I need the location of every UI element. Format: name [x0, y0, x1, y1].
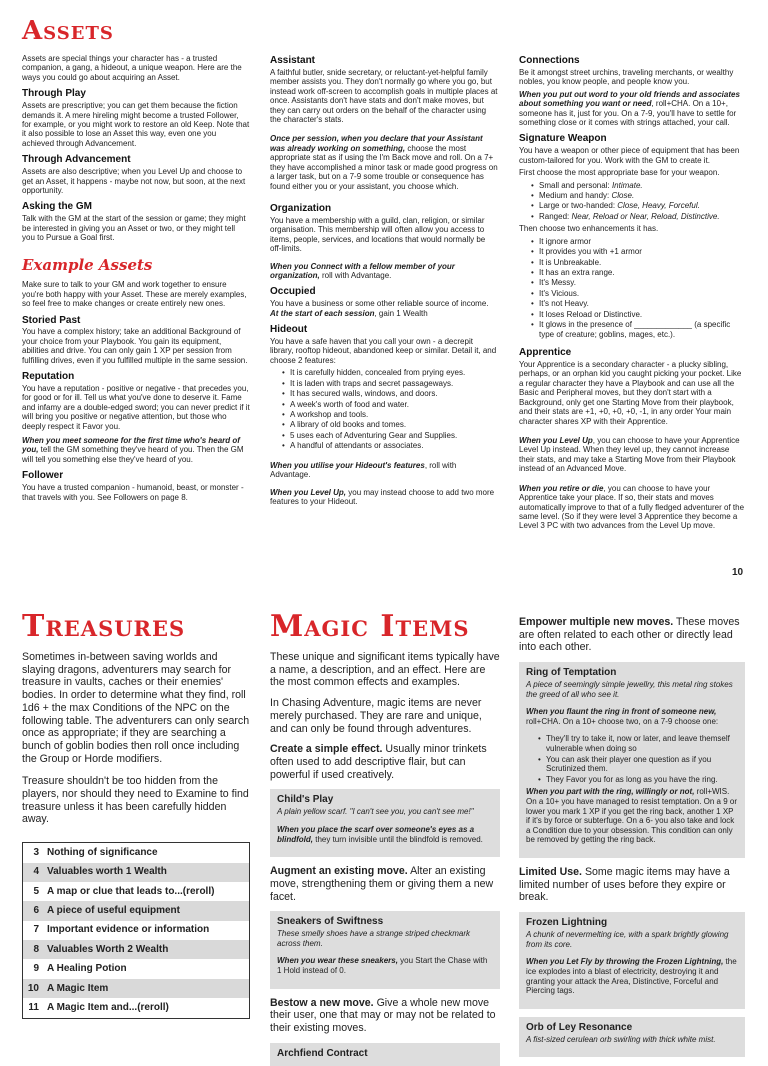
simple-effect: Create a simple effect. Usually minor trinkets often used to add descriptive flair, but can powerful if used creatively. — [270, 743, 487, 781]
treasure-table — [22, 842, 250, 1019]
frozen-lightning-box — [519, 912, 745, 1009]
enhancements-intro: Then choose two enhancements it has. — [519, 224, 659, 234]
assistant-move — [270, 134, 498, 191]
list-item: • A workshop and tools. — [282, 410, 498, 419]
magic-items-text-2: In Chasing Adventure, magic items are never merely purchased. They are rare and unique, and can only be found through adventures. — [270, 697, 482, 735]
sneakers-desc: These smelly shoes have a strange striped checkmark across them. — [277, 929, 470, 948]
hideout-move — [270, 461, 498, 480]
sneakers-box — [270, 911, 500, 988]
list-item: • It is laden with traps and secret passageways. — [282, 379, 498, 388]
storied-past-heading: Storied Past — [22, 314, 81, 326]
frozen-lightning-move: When you Let Fly by throwing the Frozen Lightning, the ice explodes into a blast of electricity, destroying it and granting your attack the Area, Distinctive, Forceful and Piercing tags. — [526, 957, 737, 996]
list-item: • Medium and handy: Close. — [531, 191, 745, 200]
hideout-levelup-effect: you may instead choose to add two more features to your Hideout. — [270, 487, 495, 507]
orb-title: Orb of Ley Resonance — [526, 1021, 633, 1033]
reputation-effect: tell the GM something they've heard of you. Then the GM will tell you something else they've heard of you. — [22, 445, 244, 464]
connections-effect: , roll+CHA. On a 10+, someone has it, just for you. On a 7-9, you'll have to settle for something close or it comes with strings attached, your call. — [519, 99, 737, 127]
hideout-trigger: When you utilise your Hideout's features — [270, 460, 425, 470]
hideout-text: You have a safe haven that you call your own - a decrepit library, rooftop hideout, abandoned keep or similar. Detail it, and choose 2 features: — [270, 336, 497, 365]
list-item: • It has an extra range. — [531, 268, 745, 277]
archfiend-title: Archfiend Contract — [277, 1047, 368, 1059]
treasures-title: Treasures — [22, 609, 186, 644]
childs-play-title: Child's Play — [277, 794, 334, 806]
occupied-effect: , gain 1 Wealth — [374, 308, 428, 318]
table-row: 3 Nothing of significance — [23, 843, 249, 862]
augment-move: Augment an existing move. Alter an existing move, strengthening them or giving them a new facet. — [270, 865, 494, 903]
list-item: • 5 uses each of Adventuring Gear and Supplies. — [282, 431, 498, 440]
orb-box — [519, 1017, 745, 1058]
list-item: • Large or two-handed: Close, Heavy, Forceful. — [531, 201, 745, 210]
bestow-move: Bestow a new move. Give a whole new move their user, one that may or may not be related to their existing moves. — [270, 996, 496, 1034]
limited-use: Limited Use. Some magic items may have a limited number of uses before they expire or break. — [519, 866, 730, 904]
hideout-levelup-trigger: When you Level Up, — [270, 487, 347, 497]
through-advancement-heading: Through Advancement — [22, 154, 131, 166]
list-item: • It is Unbreakable. — [531, 258, 745, 267]
through-advancement-text: Assets are also descriptive; when you Level Up and choose to get an Asset, it happens - maybe not now, but soon, at the next opportunity. — [22, 167, 246, 195]
reputation-heading: Reputation — [22, 371, 75, 383]
list-item: • A week's worth of food and water. — [282, 400, 498, 409]
list-item: • It is carefully hidden, concealed from prying eyes. — [282, 368, 498, 377]
assistant-heading: Assistant — [270, 55, 316, 66]
storied-past-text: You have a complex history; take an additional Background of your choice from your Playbook. You gain its equipment, abilities and drive. You can only gain 1 XP per session from fulfilling drives, even if you fulfilled multiple in the same session. — [22, 327, 248, 365]
table-row: 10 A Magic Item — [23, 979, 249, 998]
organization-text: You have a membership with a guild, clan, religion, or similar organisation. This membership will often allow you access to items, people, services, and locations that would normally be off-limits. — [270, 215, 486, 254]
enhancements-list — [531, 237, 745, 339]
assistant-trigger: Once per session, when you declare that your Assistant was already working on something, — [270, 134, 483, 153]
frozen-lightning-desc: A chunk of nevermelting ice, with a spark brightly glowing from its core. — [526, 930, 729, 949]
empower-move: Empower multiple new moves. These moves are often related to each other or directly lead into each other. — [519, 616, 740, 654]
list-item: • They'll try to take it, now or later, and leave themself vulnerable when doing so — [538, 734, 738, 753]
assistant-text: A faithful butler, snide secretary, or reluctant-yet-helpful family member assists you. They don't normally go where you go, but instead work off-screen to accomplish goals in multiple places at once. Assistants don't have stats and don't make moves, but they can carry out orders on the behalf of the character using the character's stats. — [270, 67, 498, 124]
asking-gm-heading: Asking the GM — [22, 201, 93, 213]
through-play-text: Assets are prescriptive; you can get them because the fiction demands it. A mere hireling might become a trusted Follower, for example, or you might work to restore an old Keep. Note that it also possible to lose an Asset this way, even one you achieved through Advancement. — [22, 101, 250, 148]
list-item: • A handful of attendants or associates. — [282, 441, 498, 450]
hideout-effect: , roll with Advantage. — [270, 460, 457, 480]
connections-text: Be it amongst street urchins, traveling merchants, or wealthy nobles, you know people, and people know you. — [519, 67, 734, 87]
list-item: • Ranged: Near, Reload or Near, Reload, Distinctive. — [531, 212, 745, 221]
example-assets-title: Example Assets — [22, 255, 153, 274]
childs-play-desc: A plain yellow scarf. "I can't see you, you can't see me!" — [277, 807, 474, 817]
signature-weapon-base-intro: First choose the most appropriate base for your weapon. — [519, 168, 720, 178]
reputation-trigger: When you meet someone for the first time who's heard of you, — [22, 436, 240, 455]
childs-play-box — [270, 789, 500, 857]
assets-title: Assets — [22, 16, 114, 46]
occupied-heading: Occupied — [270, 286, 316, 298]
assets-column-3 — [519, 55, 745, 580]
sneakers-title: Sneakers of Swiftness — [277, 916, 384, 928]
reputation-move — [22, 436, 250, 464]
signature-weapon-text: You have a weapon or other piece of equipment that has been custom-tailored for you. Work with the GM to create it. — [519, 146, 740, 165]
table-row: 11 A Magic Item and...(reroll) — [23, 998, 249, 1017]
list-item: • You can ask their player one question as if you Scrutinized them. — [538, 755, 738, 774]
ring-move: When you flaunt the ring in front of someone new, roll+CHA. On a 10+ choose two, on a 7-9 choose one: — [526, 707, 719, 726]
reputation-text: You have a reputation - positive or negative - that precedes you, for good or for ill. Tell us what you've done to deserve it. Fame and infamy are a double-edged sword; you can never predict if it will bring you positive or negative attention, but those who deeply respect it Favor you. — [22, 383, 250, 431]
occupied-trigger: At the start of each session — [270, 308, 375, 318]
list-item: • Small and personal: Intimate. — [531, 181, 745, 190]
weapon-bases-list — [531, 181, 745, 222]
through-play-heading: Through Play — [22, 88, 86, 100]
occupied-text — [270, 299, 498, 318]
example-assets-intro: Make sure to talk to your GM and work together to ensure you're both happy with your Asset. These are merely examples, so feel free to make changes or create entirely new ones. — [22, 280, 247, 309]
list-item: • It's not Heavy. — [531, 299, 745, 308]
ring-box — [519, 662, 745, 858]
archfiend-box — [270, 1043, 500, 1066]
treasures-column — [22, 609, 250, 1024]
ring-options-list — [538, 734, 738, 784]
list-item: • A library of old books and tomes. — [282, 420, 498, 429]
childs-play-move: When you place the scarf over someone's eyes as a blindfold, they turn invisible until the blindfold is removed. — [277, 824, 483, 844]
ring-title: Ring of Temptation — [526, 667, 617, 679]
assets-column — [22, 18, 250, 578]
treasures-text-2: Treasure shouldn't be too hidden from the players, nor should they need to Examine to find treasure unless it has been carefully hidden away. — [22, 775, 249, 826]
list-item: • It's Vicious. — [531, 289, 745, 298]
hideout-heading: Hideout — [270, 324, 308, 336]
frozen-lightning-title: Frozen Lightning — [526, 917, 608, 929]
organization-trigger: When you Connect with a fellow member of your organization, — [270, 261, 455, 281]
table-row: 5 A map or clue that leads to...(reroll) — [23, 882, 249, 901]
ring-desc: A piece of seemingly simple jewellry, this metal ring stokes the greed of all who see it. — [526, 680, 733, 699]
list-item: • It ignore armor — [531, 237, 745, 246]
asking-gm-text: Talk with the GM at the start of the session or game; they might be interested in giving you an Asset or two, or they might tell you to Pursue a Goal first. — [22, 214, 246, 243]
page-number: 10 — [732, 567, 744, 578]
magic-items-text-1: These unique and significant items typically have a name, a description, and an effect. Here are the most common effects and examples. — [270, 651, 500, 689]
magic-items-column — [270, 609, 500, 1059]
list-item: • It has secured walls, windows, and doors. — [282, 389, 498, 398]
list-item: • It provides you with +1 armor — [531, 247, 745, 256]
hideout-levelup — [270, 488, 498, 507]
ring-part-move: When you part with the ring, willingly or not, roll+WIS. On a 10+ you have managed to resist temptation. On a 9 or lower you mark 1 XP if you get the ring back, another 1 XP if it's by force or subterfuge. On a 6- you also take and lock a Condition due to your obsession. This condition can only be removed by getting the ring back. — [526, 787, 738, 845]
occupied-desc: You have a business or some other reliable source of income. — [270, 299, 489, 309]
organization-effect: roll with Advantage. — [319, 271, 392, 281]
apprentice-levelup: When you Level Up, you can choose to have your Apprentice Level Up instead. When they level up, they cannot increase their stats, and may take a Starting Move from their Playbook instead of an Advanced Move. — [519, 435, 740, 474]
signature-weapon-heading: Signature Weapon — [519, 133, 607, 145]
assets-intro: Assets are special things your character has - a trusted companion, a gang, a hideout, a unique weapon. Here are the ways you could go about acquiring an Asset. — [22, 54, 242, 82]
apprentice-heading: Apprentice — [519, 347, 572, 359]
table-row: 9 A Healing Potion — [23, 959, 249, 978]
table-row: 4 Valuables worth 1 Wealth — [23, 863, 249, 882]
connections-heading: Connections — [519, 55, 580, 66]
list-item: • It's Messy. — [531, 278, 745, 287]
table-row: 8 Valuables Worth 2 Wealth — [23, 940, 249, 959]
apprentice-retire: When you retire or die, you can choose to have your Apprentice take your place. If so, their stats and moves automatically improve to that of a fully fledged adventurer of the same level. (So if they were level 3 Apprentice they become a Level 3 PC with two advances from the Level Up move. — [519, 483, 745, 531]
list-item: • It loses Reload or Distinctive. — [531, 310, 745, 319]
list-item: • They Favor you for as long as you have the ring. — [538, 775, 738, 785]
table-row: 7 Important evidence or information — [23, 921, 249, 940]
organization-heading: Organization — [270, 203, 332, 215]
table-row: 6 A piece of useful equipment — [23, 901, 249, 920]
connections-trigger: When you put out word to your old friends and associates about something you want or need — [519, 89, 740, 109]
treasures-text-1: Sometimes in-between saving worlds and slaying dragons, adventurers may search for treasure in vaults, caches or their enemies' bodies. In order to determine what they find, roll 1d6 + the max Conditions of the NPC on the following table. The adventurers can only search once as appropriate; if they are searching a bunch of goblin bodies then roll once including the Group or Horde modifiers. — [22, 651, 250, 765]
orb-desc: A fist-sized cerulean orb swirling with thick white mist. — [526, 1034, 716, 1044]
connections-move — [519, 90, 745, 128]
assistant-effect: choose the most appropriate stat as if using the I'm Back move and roll. On a 7+ they have accomplished a minor task or made good progress on a larger task, but on a 7-9 some trouble or consequence has found either you or your assistant, you choose which. — [270, 143, 498, 191]
hideout-features-list — [282, 368, 498, 451]
sneakers-move: When you wear these sneakers, you Start the Chase with 1 Hold instead of 0. — [277, 956, 488, 975]
magic-items-title: Magic Items — [270, 609, 470, 644]
assets-column-2 — [270, 55, 498, 580]
apprentice-text: Your Apprentice is a secondary character - a plucky sibling, perhaps, or an orphan kid you caught picking your pocket. Like a regular character they have a Playbook and can use all the Basic and Peripheral moves, but they don't start with a Background, only get one Starting Move from their playbook, and their stats are +1, +0, +0, +0, -1, in any order Your main character shares XP with their Apprentice. — [519, 359, 742, 426]
organization-move — [270, 262, 498, 281]
follower-text: You have a trusted companion - humanoid, beast, or monster - that travels with you. See Followers on page 8. — [22, 483, 244, 502]
list-item: • It glows in the presence of _____________ (a specific type of creature; goblins, mages, etc.). — [531, 320, 745, 339]
follower-heading: Follower — [22, 470, 64, 482]
magic-items-column-2 — [519, 616, 745, 1044]
